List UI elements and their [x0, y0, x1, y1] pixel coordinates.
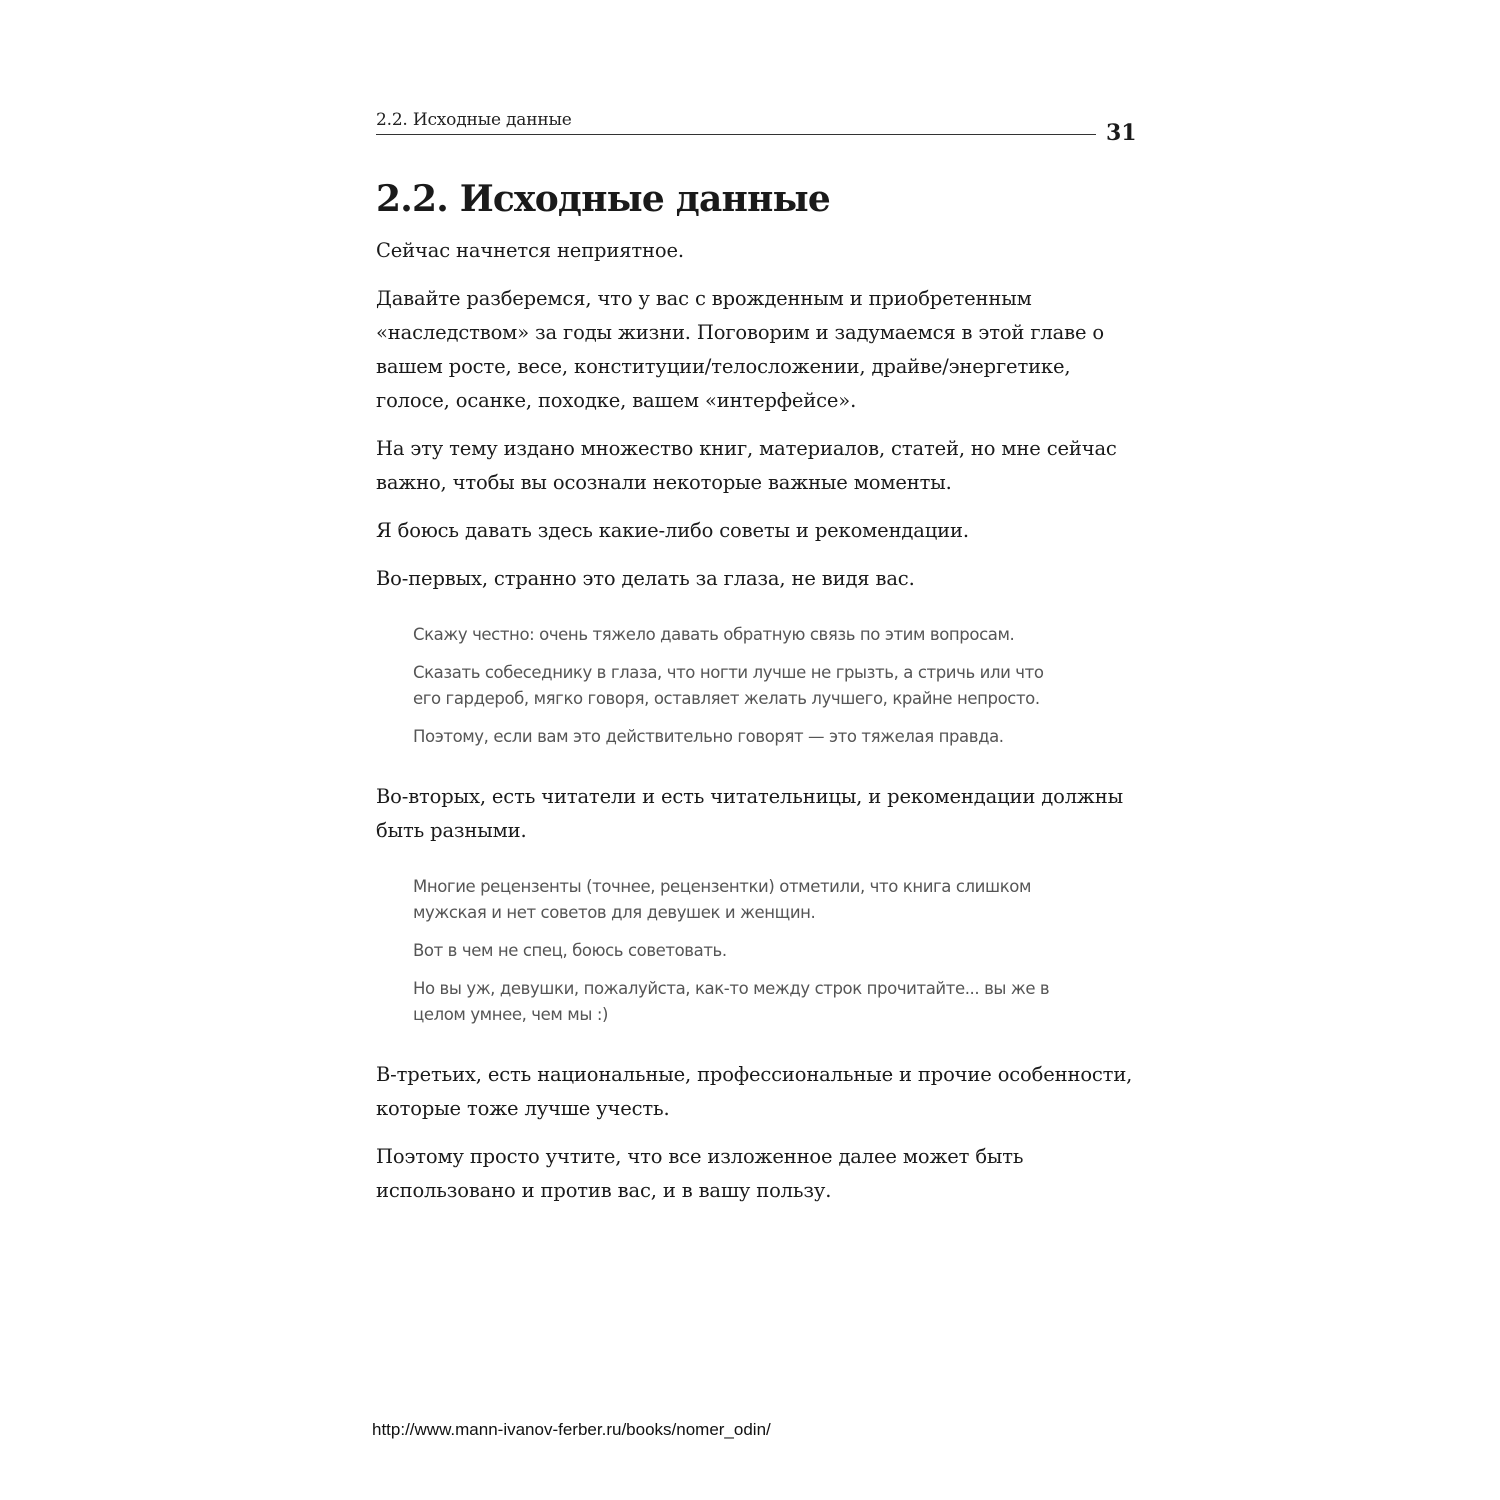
paragraph-6: Во-вторых, есть читатели и есть читательницы, и рекомендации должны быть разными. [376, 785, 1123, 842]
body-text [376, 234, 1136, 1208]
note-paragraph: Поэтому, если вам это действительно говорят — это тяжелая правда. [413, 727, 1004, 746]
page-number: 31 [1106, 120, 1137, 146]
paragraph-8: Поэтому просто учтите, что все изложенное далее может быть использовано и против вас, и в вашу пользу. [376, 1145, 1024, 1202]
note-paragraph: Сказать собеседнику в глаза, что ногти лучше не грызть, а стричь или что его гардероб, мягко говоря, оставляет желать лучшего, крайне непросто. [413, 663, 1044, 708]
note-paragraph: Вот в чем не спец, боюсь советовать. [413, 941, 727, 960]
paragraph-7: В-третьих, есть национальные, профессиональные и прочие особенности, которые тоже лучше учесть. [376, 1063, 1133, 1120]
aside-note-2 [413, 874, 1063, 1028]
paragraph-3: На эту тему издано множество книг, материалов, статей, но мне сейчас важно, чтобы вы осознали некоторые важные моменты. [376, 437, 1117, 494]
paragraph-2: Давайте разберемся, что у вас с врожденным и приобретенным «наследством» за годы жизни. Поговорим и задумаемся в этой главе о вашем росте, весе, конституции/телосложении, драйве/энергетике, голосе, осанке, походке, вашем «интерфейсе». [376, 287, 1104, 412]
book-page [376, 100, 1136, 1208]
aside-note-1 [413, 622, 1063, 750]
note-paragraph: Скажу честно: очень тяжело давать обратную связь по этим вопросам. [413, 625, 1015, 644]
note-paragraph: Многие рецензенты (точнее, рецензентки) отметили, что книга слишком мужская и нет советов для девушек и женщин. [413, 877, 1032, 922]
running-header [376, 100, 1136, 146]
header-rule [376, 134, 1096, 135]
paragraph-1: Сейчас начнется неприятное. [376, 239, 684, 262]
running-title: 2.2. Исходные данные [376, 110, 572, 130]
paragraph-5: Во-первых, странно это делать за глаза, не видя вас. [376, 567, 915, 590]
note-paragraph: Но вы уж, девушки, пожалуйста, как-то между строк прочитайте... вы же в целом умнее, чем мы :) [413, 979, 1050, 1024]
paragraph-4: Я боюсь давать здесь какие-либо советы и рекомендации. [376, 519, 969, 542]
section-title: 2.2. Исходные данные [376, 178, 830, 220]
source-url-link[interactable]: http://www.mann-ivanov-ferber.ru/books/nomer_odin/ [372, 1420, 771, 1439]
